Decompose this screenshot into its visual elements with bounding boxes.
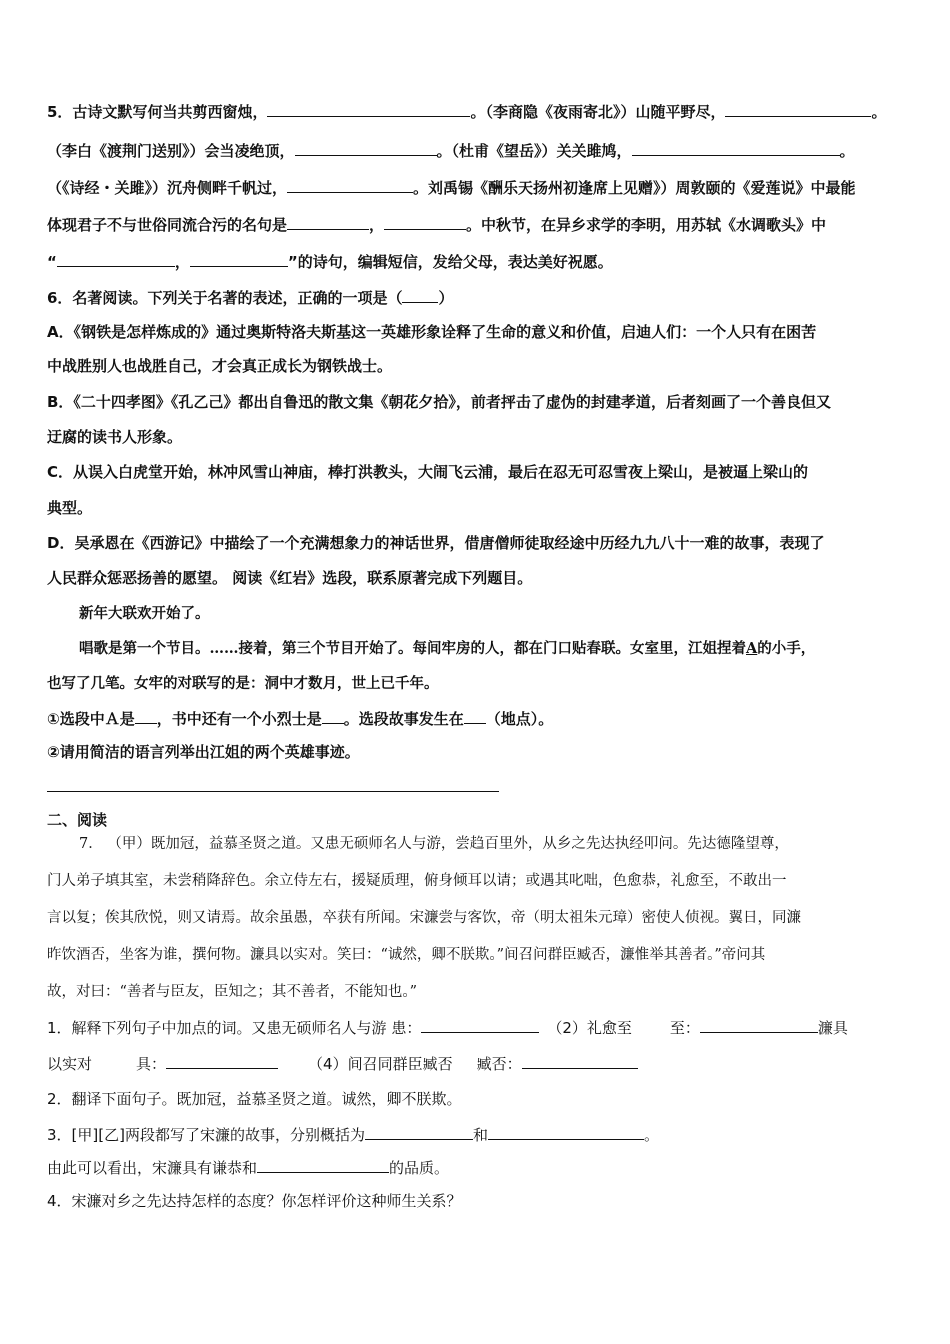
question-1-line-1: 1．解释下列句子中加点的词。又患无硕师名人与游 患： （2）礼愈至 至： 濂具 <box>47 1019 848 1037</box>
answer-blank[interactable] <box>522 1053 638 1069</box>
excerpt-question-1: ①选段中Ａ是 ，书中还有一个小烈士是 。选段故事发生在 （地点）。 <box>47 710 554 728</box>
excerpt-question-2: ②请用简洁的语言列举出江姐的两个英雄事迹。 <box>47 743 360 761</box>
passage-line-1: 7． （甲）既加冠，益慕圣贤之道。又患无硕师名人与游，尝趋百里外，从乡之先达执经叩问。先达德隆望尊， <box>79 836 789 852</box>
question-1-line-2: 以实对 具： （4）间召同群臣臧否 臧否： <box>47 1053 638 1074</box>
answer-blank[interactable] <box>384 214 466 230</box>
q5-line-4: 体现君子不与世俗同流合污的名句是 ， 。中秋节，在异乡求学的李明，用苏轼《水调歌头》中 <box>47 216 827 234</box>
answer-blank[interactable] <box>632 140 840 156</box>
q5-line-2: （李白《渡荆门送别》）会当凌绝顶， 。（杜甫《望岳》）关关雎鸠， 。 <box>47 142 855 160</box>
excerpt-paragraph-2: 唱歌是第一个节目。……接着，第三个节目开始了。每间牢房的人，都在门口贴春联。女室里，江姐捏着A的小手， <box>79 640 816 657</box>
marker-a: A <box>746 640 758 657</box>
answer-blank[interactable] <box>287 214 369 230</box>
answer-line[interactable] <box>47 791 499 792</box>
passage-line-5: 故，对曰：“善者与臣友，臣知之；其不善者，不能知也。” <box>47 984 418 1000</box>
answer-blank[interactable] <box>488 1124 644 1140</box>
answer-blank[interactable] <box>166 1053 278 1069</box>
q5-line-5: “ ， ”的诗句，编辑短信，发给父母，表达美好祝愿。 <box>47 253 613 271</box>
passage-line-3: 言以复；俟其欣悦，则又请焉。故余虽愚，卒获有所闻。宋濂尝与客饮，帝（明太祖朱元璋）密使人侦视。翼日，同濂 <box>47 910 801 926</box>
section-heading: 二、阅读 <box>47 811 108 829</box>
question-3-line-1: 3．[甲][乙]两段都写了宋濂的故事，分别概括为 和 。 <box>47 1126 659 1144</box>
answer-blank[interactable] <box>257 1157 389 1173</box>
answer-blank[interactable] <box>135 708 157 724</box>
answer-blank[interactable] <box>402 287 438 303</box>
answer-blank[interactable] <box>267 101 470 117</box>
passage-line-2: 门人弟子填其室，未尝稍降辞色。余立侍左右，援疑质理，俯身倾耳以请；或遇其叱咄，色愈恭，礼愈至，不敢出一 <box>47 873 787 889</box>
q5-line-3: （《诗经・关雎》）沉舟侧畔千帆过， 。刘禹锡《酬乐天扬州初逢席上见赠》）周敦颐的《爱莲说》中最能 <box>47 179 856 197</box>
q5-line-1: 5．古诗文默写何当共剪西窗烛， 。（李商隐《夜雨寄北》）山随平野尽， 。 <box>47 103 887 121</box>
q6-option-d-line-2: 人民群众惩恶扬善的愿望。 阅读《红岩》选段，联系原著完成下列题目。 <box>47 569 533 587</box>
question-3-line-2: 由此可以看出，宋濂具有谦恭和 的品质。 <box>47 1159 450 1177</box>
excerpt-paragraph-3: 也写了几笔。女牢的对联写的是：洞中才数月，世上已千年。 <box>47 675 439 692</box>
answer-blank[interactable] <box>57 251 175 267</box>
answer-blank[interactable] <box>190 251 288 267</box>
answer-blank[interactable] <box>365 1124 473 1140</box>
answer-blank[interactable] <box>295 140 437 156</box>
q6-option-c-line-1: C．从误入白虎堂开始，林冲风雪山神庙，棒打洪教头，大闹飞云浦，最后在忍无可忍雪夜上梁山，是被逼上梁山的 <box>47 463 809 481</box>
q6-stem: 6．名著阅读。下列关于名著的表述，正确的一项是（ ） <box>47 289 454 307</box>
answer-blank[interactable] <box>725 101 871 117</box>
q6-option-b-line-2: 迂腐的读书人形象。 <box>47 428 183 446</box>
question-2: 2．翻译下面句子。既加冠，益慕圣贤之道。诚然，卿不朕欺。 <box>47 1090 462 1108</box>
answer-blank[interactable] <box>700 1017 818 1033</box>
q6-option-d-line-1: D．吴承恩在《西游记》中描绘了一个充满想象力的神话世界，借唐僧师徒取经途中历经九九八十一难的故事，表现了 <box>47 534 825 552</box>
passage-line-4: 昨饮酒否，坐客为谁，撰何物。濂具以实对。笑曰：“诚然，卿不朕欺。”间召问群臣臧否，濂惟举其善者。”帝问其 <box>47 947 766 963</box>
answer-blank[interactable] <box>322 708 344 724</box>
answer-blank[interactable] <box>287 177 413 193</box>
q6-option-a-line-2: 中战胜别人也战胜自己，才会真正成长为钢铁战士。 <box>47 357 393 375</box>
answer-blank[interactable] <box>464 708 486 724</box>
question-4: 4．宋濂对乡之先达持怎样的态度？你怎样评价这种师生关系？ <box>47 1192 462 1210</box>
q6-option-c-line-2: 典型。 <box>47 499 93 517</box>
q6-option-b-line-1: B．《二十四孝图》《孔乙己》都出自鲁迅的散文集《朝花夕拾》，前者抨击了虚伪的封建孝道，后者刻画了一个善良但又 <box>47 393 831 411</box>
answer-blank[interactable] <box>421 1017 539 1033</box>
q6-option-a-line-1: A．《钢铁是怎样炼成的》通过奥斯特洛夫斯基这一英雄形象诠释了生命的意义和价值，启迪人们：一个人只有在困苦 <box>47 323 817 341</box>
excerpt-paragraph-1: 新年大联欢开始了。 <box>79 605 210 622</box>
